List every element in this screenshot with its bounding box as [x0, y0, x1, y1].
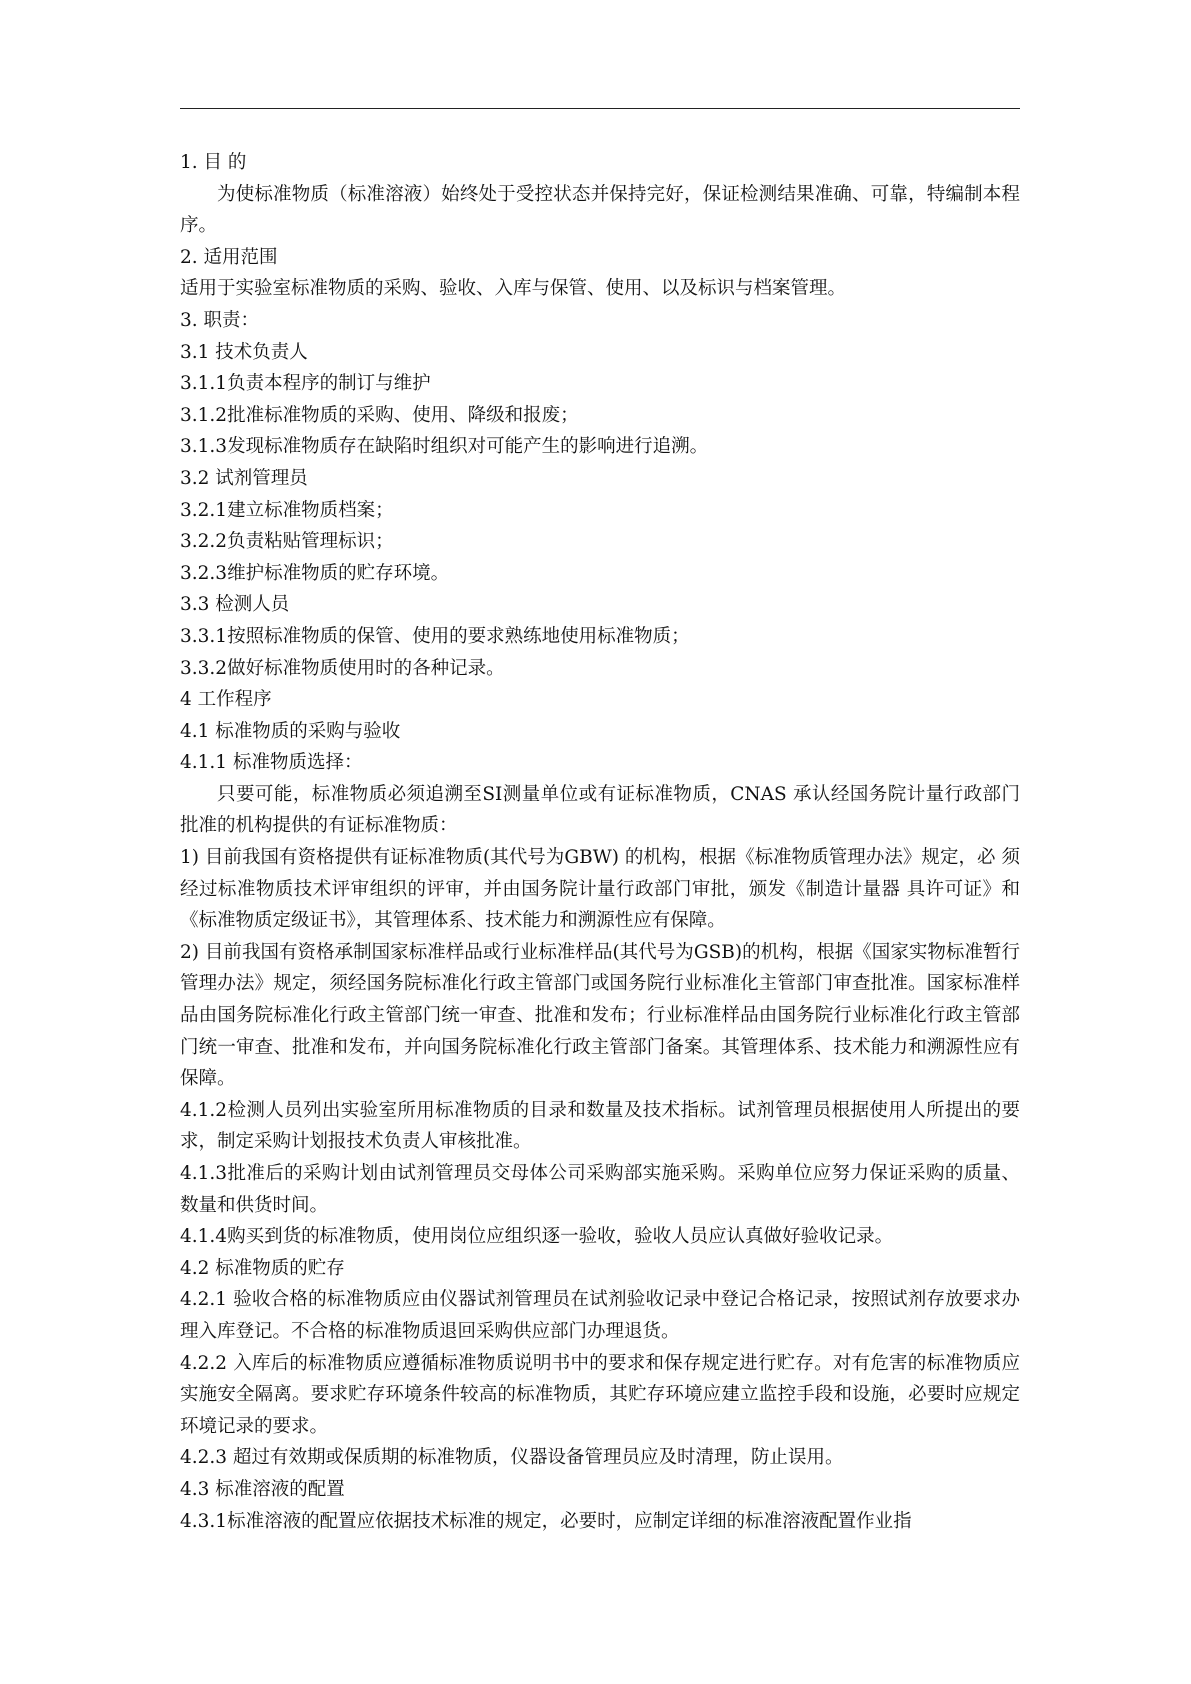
item-3-3-1: 3.3.1按照标准物质的保管、使用的要求熟练地使用标准物质；	[180, 625, 690, 647]
item-4-1-3: 4.1.3批准后的采购计划由试剂管理员交母体公司采购部实施采购。采购单位应努力保证采购的质量、数量和供货时间。	[180, 1163, 1020, 1216]
item-4-2-1: 4.2.1 验收合格的标准物质应由仪器试剂管理员在试剂验收记录中登记合格记录，按照试剂存放要求办理入库登记。不合格的标准物质退回采购供应部门办理退货。	[180, 1289, 1020, 1342]
item-3-2-3: 3.2.3维护标准物质的贮存环境。	[180, 562, 450, 584]
section-3-1-heading: 3.1 技术负责人	[180, 341, 308, 363]
gsb-paragraph: 2) 目前我国有资格承制国家标准样品或行业标准样品(其代号为GSB)的机构，根据《国家实物标准暂行管理办法》规定，须经国务院标准化行政主管部门或国务院行业标准化主管部门审查批准。国家标准样品由国务院标准化行政主管部门统一审查、批准和发布；行业标准样品由国务院行业标准化行政主管部门统一审查、批准和发布，并向国务院标准化行政主管部门备案。其管理体系、技术能力和溯源性应有保障。	[180, 941, 1020, 1090]
selection-paragraph: 只要可能，标准物质必须追溯至SI测量单位或有证标准物质，CNAS 承认经国务院计量行政部门批准的机构提供的有证标准物质：	[180, 783, 1020, 837]
item-4-1-1-heading: 4.1.1 标准物质选择：	[180, 752, 363, 774]
item-4-2-2: 4.2.2 入库后的标准物质应遵循标准物质说明书中的要求和保存规定进行贮存。对有危害的标准物质应实施安全隔离。要求贮存环境条件较高的标准物质，其贮存环境应建立监控手段和设施，必要时应规定环境记录的要求。	[180, 1352, 1020, 1437]
item-4-3-1: 4.3.1标准溶液的配置应依据技术标准的规定，必要时，应制定详细的标准溶液配置作业指	[180, 1510, 912, 1532]
item-3-1-2: 3.1.2批准标准物质的采购、使用、降级和报废；	[180, 404, 579, 426]
purpose-paragraph: 为使标准物质（标准溶液）始终处于受控状态并保持完好，保证检测结果准确、可靠，特编制本程序。	[180, 183, 1020, 237]
section-4-3-heading: 4.3 标准溶液的配置	[180, 1478, 345, 1500]
item-4-1-2: 4.1.2检测人员列出实验室所用标准物质的目录和数量及技术指标。试剂管理员根据使用人所提出的要求，制定采购计划报技术负责人审核批准。	[180, 1099, 1020, 1153]
item-4-1-4: 4.1.4购买到货的标准物质，使用岗位应组织逐一验收，验收人员应认真做好验收记录。	[180, 1226, 894, 1248]
section-2-heading: 2. 适用范围	[180, 246, 278, 268]
gbw-paragraph: 1) 目前我国有资格提供有证标准物质(其代号为GBW) 的机构，根据《标准物质管理办法》规定，必 须经过标准物质技术评审组织的评审，并由国务院计量行政部门审批，颁发《制造计量器 具许可证》和《标准物质定级证书》，其管理体系、技术能力和溯源性应有保障。	[180, 847, 1020, 932]
item-4-2-3: 4.2.3 超过有效期或保质期的标准物质，仪器设备管理员应及时清理，防止误用。	[180, 1447, 844, 1469]
item-3-2-2: 3.2.2负责粘贴管理标识；	[180, 531, 394, 553]
scope-paragraph: 适用于实验室标准物质的采购、验收、入库与保管、使用、以及标识与档案管理。	[180, 278, 847, 300]
section-1-heading: 1. 目 的	[180, 152, 247, 173]
section-4-1-heading: 4.1 标准物质的采购与验收	[180, 720, 401, 742]
item-3-1-1: 3.1.1负责本程序的制订与维护	[180, 373, 431, 395]
section-4-2-heading: 4.2 标准物质的贮存	[180, 1257, 345, 1279]
section-4-heading: 4 工作程序	[180, 689, 272, 711]
document-body	[180, 147, 1020, 1537]
item-3-3-2: 3.3.2做好标准物质使用时的各种记录。	[180, 657, 505, 679]
item-3-2-1: 3.2.1建立标准物质档案；	[180, 499, 394, 521]
item-3-1-3: 3.1.3发现标准物质存在缺陷时组织对可能产生的影响进行追溯。	[180, 436, 709, 458]
section-3-2-heading: 3.2 试剂管理员	[180, 467, 308, 489]
section-3-heading: 3. 职责：	[180, 309, 260, 331]
header-rule	[180, 108, 1020, 109]
section-3-3-heading: 3.3 检测人员	[180, 594, 290, 616]
